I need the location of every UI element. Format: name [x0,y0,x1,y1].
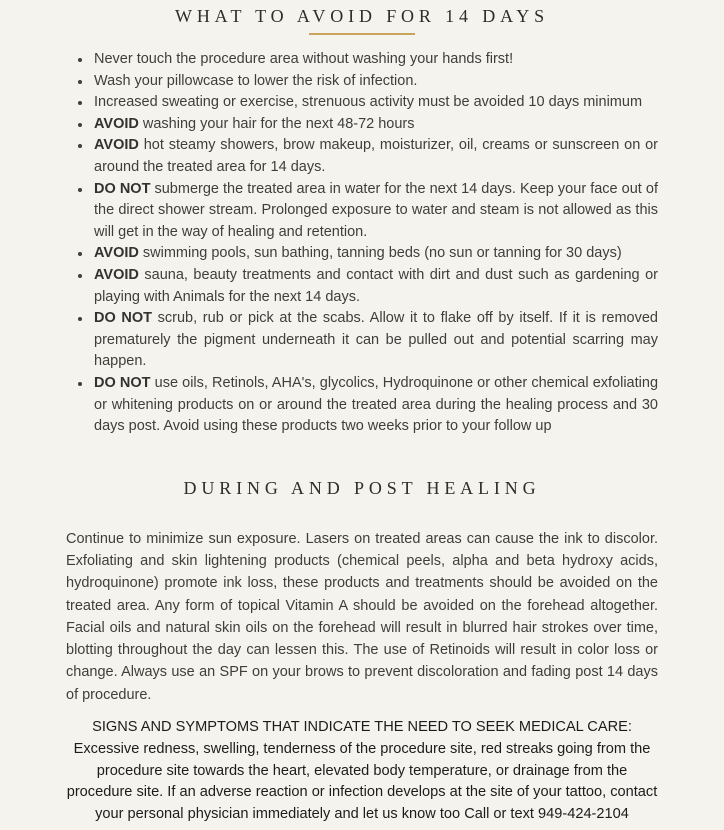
avoid-list-item [92,243,658,265]
healing-paragraph: Continue to minimize sun exposure. Lasers on treated areas can cause the ink to discolor. Exfoliating and skin lightening products (chemical peels, alpha and beta hydroxy acids, hydroquinone) promote ink loss, these products and treatments should be avoided on the treated area. Any form of topical Vitamin A should be avoided on the forehead altogether. Facial oils and natural skin oils on the forehead will result in blurred hair strokes over time, blotting throughout the day can lessen this. The use of Retinoids will result in color loss or change. Always use an SPF on your brows to prevent discoloration and fading post 14 days of procedure. [66,530,658,703]
avoid-list [66,49,658,438]
item-text: Never touch the procedure area without washing your hands first! [94,51,514,67]
avoid-list-item [92,92,658,114]
medical-care-section [66,717,658,826]
item-emphasis: AVOID [94,137,139,154]
item-text: swimming pools, sun bathing, tanning beds (no sun or tanning for 30 days) [138,245,622,262]
avoid-list-item [92,265,658,308]
item-emphasis: AVOID [94,266,139,283]
item-text: Wash your pillowcase to lower the risk of infection. [94,72,418,89]
item-text: sauna, beauty treatments and contact with dirt and dust such as gardening or playing with Animals for the next 14 days. [94,266,658,305]
item-emphasis: AVOID [94,245,139,262]
item-emphasis: DO NOT [94,374,151,391]
item-text: Increased sweating or exercise, strenuous activity must be avoided 10 days minimum [94,94,643,111]
item-text: submerge the treated area in water for the next 14 days. Keep your face out of the direct shower stream. Prolonged exposure to water and steam is not allowed as this will get in the way of healing and retention. [94,180,658,240]
item-emphasis: DO NOT [94,310,153,327]
medical-care-title: SIGNS AND SYMPTOMS THAT INDICATE THE NEED TO SEEK MEDICAL CARE: [92,719,632,736]
avoid-list-item [92,49,658,71]
avoid-list-item [92,179,658,244]
section-title-healing: DURING AND POST HEALING [183,477,541,498]
avoid-list-item [92,373,658,438]
item-text: scrub, rub or pick at the scabs. Allow it to flake off by itself. If it is removed prematurely the pigment underneath it can be pulled out and potential scarring may happen. [94,310,658,370]
avoid-list-item [92,308,658,373]
item-text: hot steamy showers, brow makeup, moisturizer, oil, creams or sunscreen on or around the treated area for 14 days. [94,137,658,175]
item-emphasis: DO NOT [94,180,151,197]
item-text: use oils, Retinols, AHA's, glycolics, Hydroquinone or other chemical exfoliating or whitening products on or around the treated area during the healing process and 30 days post. Avoid using these products two weeks prior to your follow up [94,374,659,435]
title-underline-rule [309,33,415,35]
avoid-list-item [92,71,658,93]
section-title-avoid: WHAT TO AVOID FOR 14 DAYS [174,6,550,26]
avoid-list-item [92,135,658,178]
item-emphasis: AVOID [94,115,139,132]
avoid-list-item [92,114,658,136]
item-text: washing your hair for the next 48-72 hours [138,115,415,132]
medical-care-body: Excessive redness, swelling, tenderness of the procedure site, red streaks going from the procedure site towards the heart, elevated body temperature, or drainage from the procedure site. If an adverse reaction or infection develops at the site of your tattoo, contact your personal physician immediately and let us know too Call or text 949-424-2104 [66,740,658,823]
